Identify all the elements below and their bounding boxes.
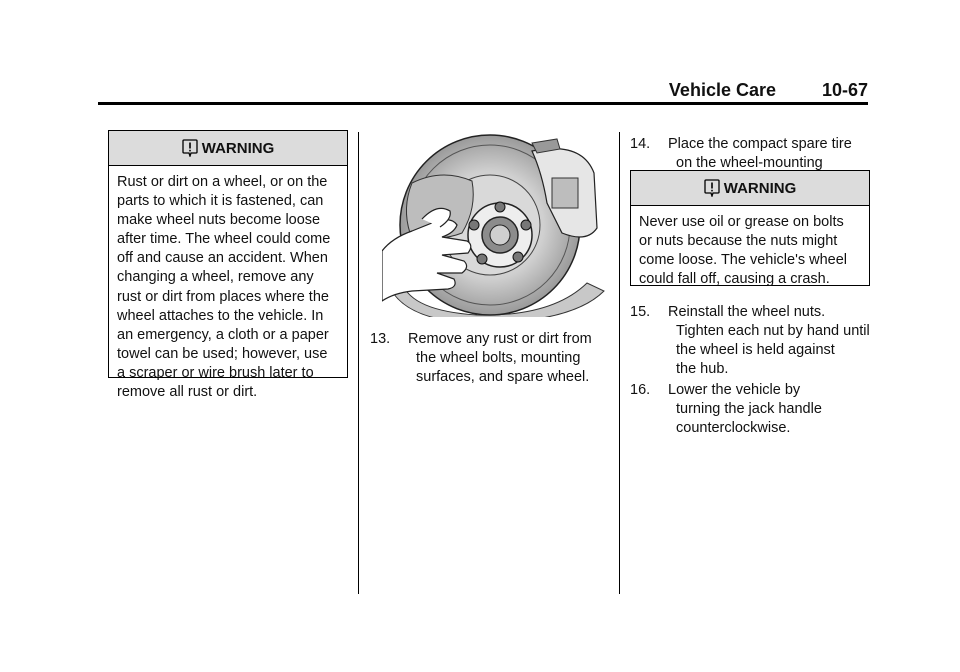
- step-line: turning the jack handle: [676, 401, 822, 417]
- page-header: [98, 80, 868, 102]
- step-text: [630, 381, 870, 438]
- step-line: Lower the vehicle by: [668, 382, 801, 398]
- step-15: [630, 303, 870, 379]
- warning-line: parts to which it is fastened, can: [117, 193, 324, 210]
- warning-header: [109, 131, 347, 166]
- step-number: 14.: [630, 136, 651, 152]
- step-line: on the wheel-mounting: [676, 155, 823, 171]
- step-line: Reinstall the wheel nuts.: [668, 304, 826, 320]
- step-line: surfaces, and spare wheel.: [416, 369, 590, 385]
- step-line: counterclockwise.: [676, 420, 791, 436]
- column-divider-right: [619, 132, 620, 594]
- warning-line: or nuts because the nuts might: [639, 233, 838, 250]
- header-rule: [98, 102, 868, 105]
- warning-icon: [704, 179, 720, 197]
- warning-line: rust or dirt from places where the: [117, 288, 329, 305]
- step-text: [630, 303, 870, 379]
- column-divider-left: [358, 132, 359, 594]
- step-text: [370, 330, 610, 387]
- step-line: Tighten each nut by hand until: [676, 323, 870, 339]
- warning-title: WARNING: [723, 179, 797, 197]
- warning-line: remove all rust or dirt.: [117, 384, 258, 401]
- section-title: Vehicle Care: [668, 80, 776, 100]
- warning-line: could fall off, causing a crash.: [639, 271, 830, 288]
- step-16: [630, 381, 870, 438]
- warning-line: Rust or dirt on a wheel, or on the: [117, 174, 328, 190]
- warning-line: changing a wheel, remove any: [117, 269, 314, 286]
- step-line: the wheel bolts, mounting: [416, 350, 581, 366]
- warning-box-left: [108, 130, 348, 401]
- step-number: 16.: [630, 382, 651, 398]
- step-line: Place the compact spare tire: [668, 136, 852, 152]
- wheel-hub-illustration: [382, 133, 610, 317]
- step-number: 13.: [370, 331, 391, 347]
- warning-line: Never use oil or grease on bolts: [639, 214, 844, 230]
- warning-title: WARNING: [201, 139, 275, 157]
- warning-line: towel can be used; however, use: [117, 345, 328, 362]
- warning-line: after time. The wheel could come: [117, 231, 331, 248]
- step-line: the wheel is held against: [676, 342, 835, 358]
- warning-header: [631, 171, 869, 206]
- warning-text: [631, 206, 869, 295]
- warning-line: come loose. The vehicle's wheel: [639, 252, 848, 269]
- step-line: Remove any rust or dirt from: [408, 331, 592, 347]
- warning-line: an emergency, a cloth or a paper: [117, 326, 329, 343]
- warning-line: off and cause an accident. When: [117, 250, 328, 267]
- warning-line: make wheel nuts become loose: [117, 212, 321, 229]
- page-number: 10-67: [821, 80, 868, 100]
- step-number: 15.: [630, 304, 651, 320]
- step-line: the hub.: [676, 361, 729, 377]
- step-13: [370, 330, 610, 387]
- warning-text: [109, 166, 347, 408]
- warning-icon: [182, 139, 198, 157]
- warning-box-right: [630, 170, 870, 286]
- warning-line: wheel attaches to the vehicle. In: [117, 307, 324, 324]
- warning-line: a scraper or wire brush later to: [117, 364, 314, 381]
